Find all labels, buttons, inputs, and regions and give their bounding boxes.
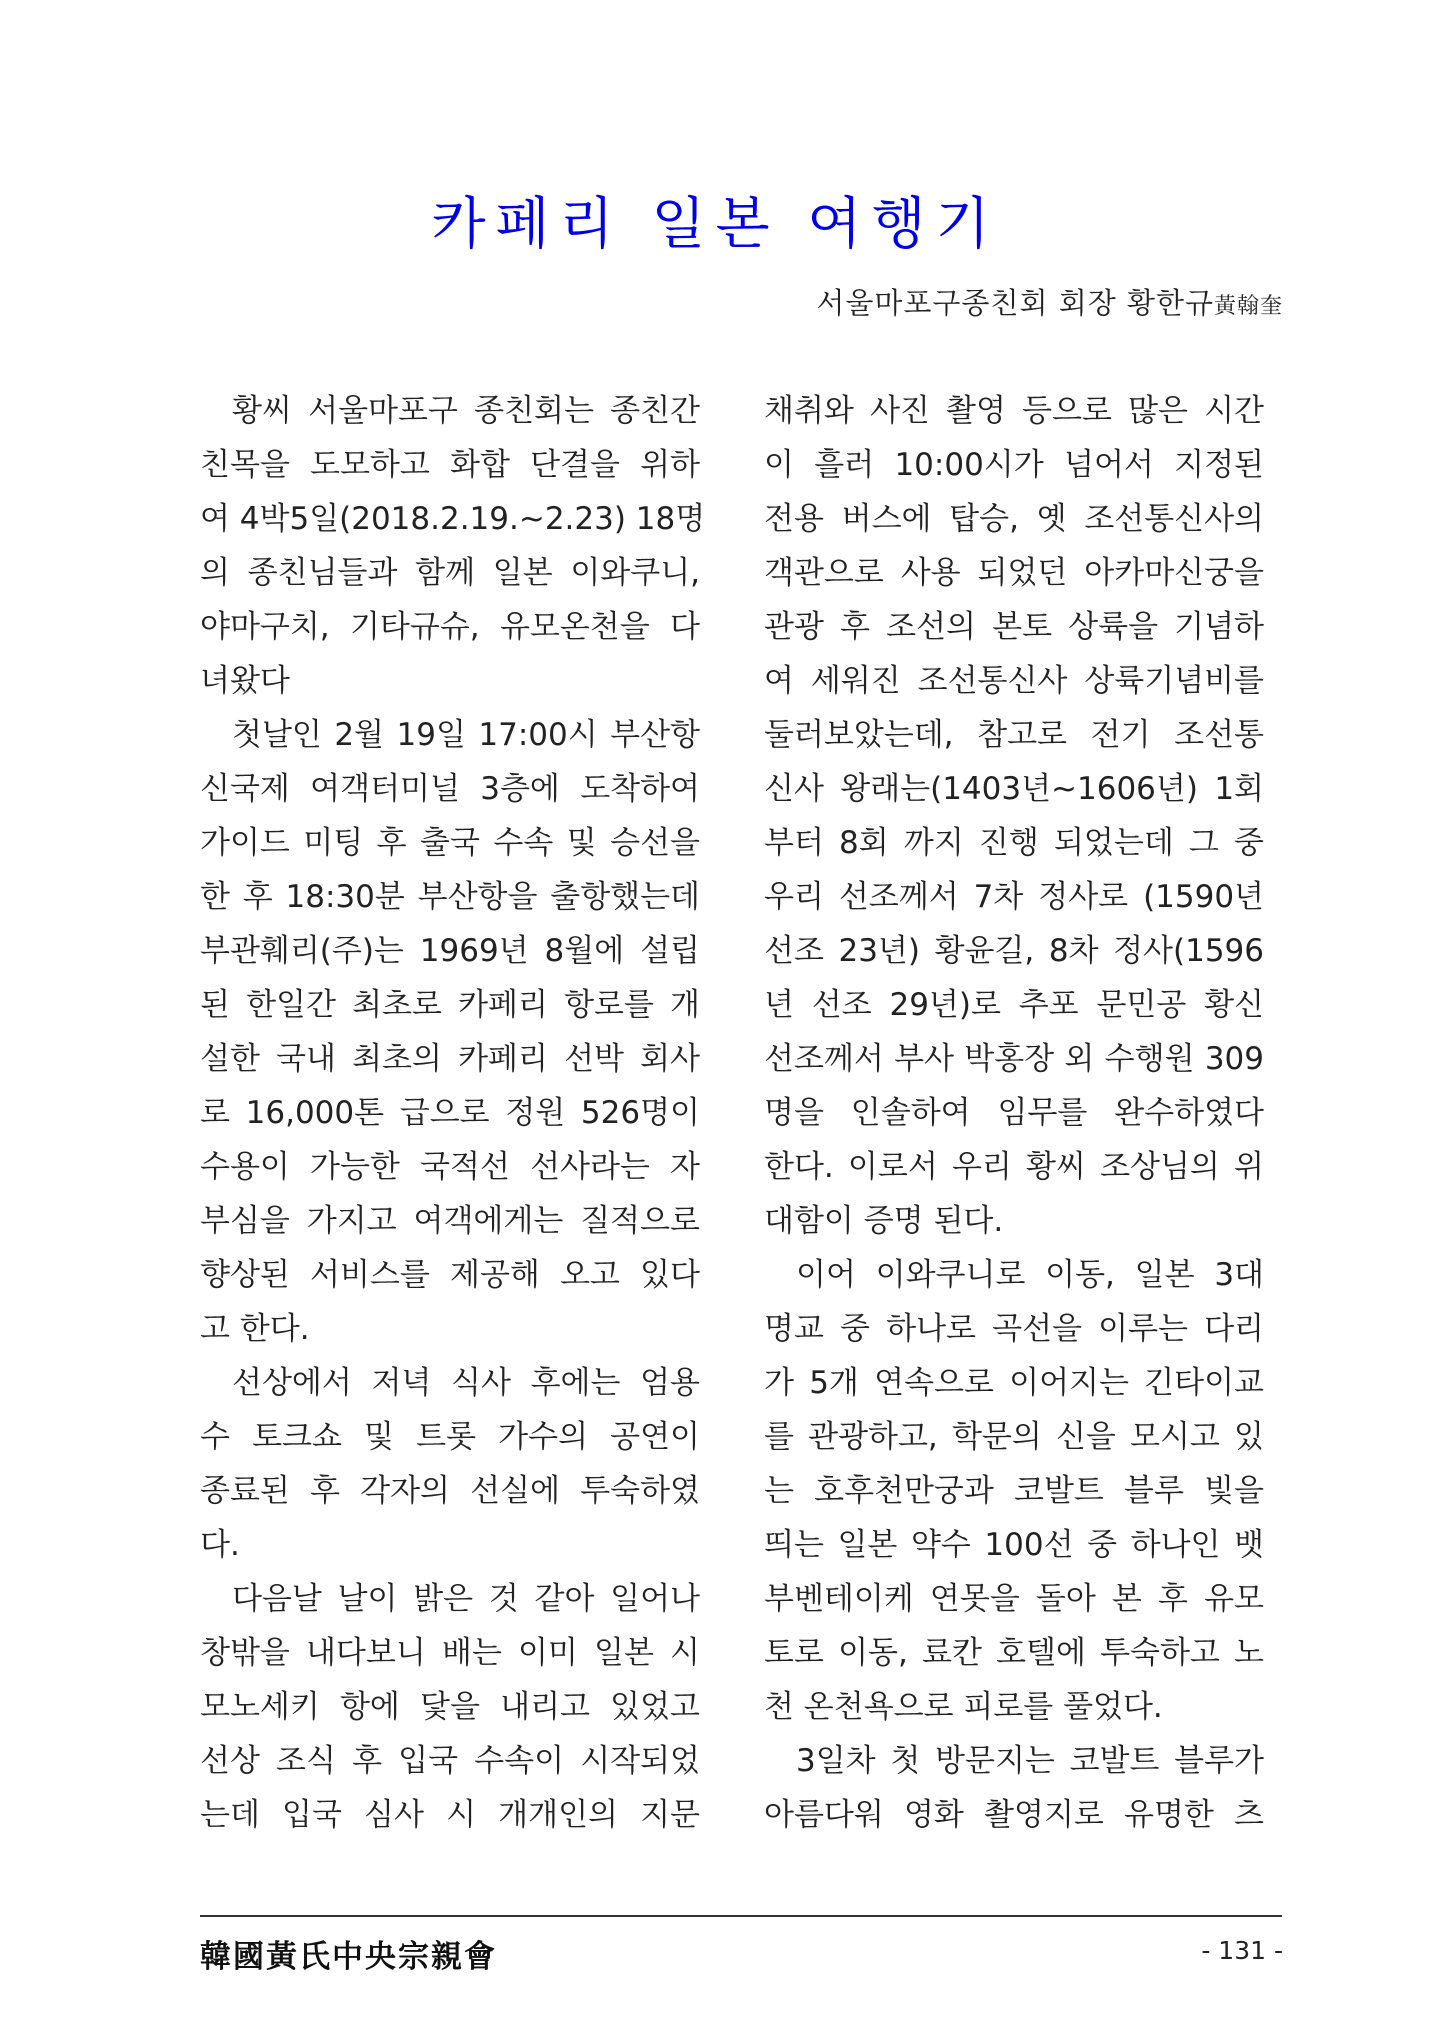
text-line: 명을 인솔하여 임무를 완수하였다: [764, 1095, 1264, 1131]
text-line: 수용이 가능한 국적선 선사라는 자: [200, 1149, 700, 1185]
footer-divider: [200, 1915, 1282, 1917]
text-line: 의 종친님들과 함께 일본 이와쿠니,: [200, 555, 700, 591]
text-line: 신국제 여객터미널 3층에 도착하여: [200, 771, 700, 807]
text-line: 선조 23년) 황윤길, 8차 정사(1596: [764, 933, 1264, 969]
text-line: 를 관광하고, 학문의 신을 모시고 있: [764, 1419, 1264, 1455]
author-name: 서울마포구종친회 회장 황한규: [816, 286, 1214, 320]
text-line: 고 한다.: [200, 1311, 310, 1347]
footer-organization: 韓國黃氏中央宗親會: [200, 1939, 497, 1975]
text-line: 둘러보았는데, 참고로 전기 조선통: [764, 717, 1264, 753]
text-line: 년 선조 29년)로 추포 문민공 황신: [764, 987, 1264, 1023]
text-line: 선조께서 부사 박홍장 외 수행원 309: [764, 1041, 1264, 1077]
text-line: 친목을 도모하고 화합 단결을 위하: [200, 447, 700, 483]
text-line: 선상에서 저녁 식사 후에는 엄용: [232, 1365, 700, 1401]
text-line: 3일차 첫 방문지는 코발트 블루가: [796, 1743, 1264, 1779]
author-byline: [816, 281, 1283, 322]
text-line: 부심을 가지고 여객에게는 질적으로: [200, 1203, 700, 1239]
text-line: 띄는 일본 약수 100선 중 하나인 뱃: [764, 1527, 1264, 1563]
text-line: 된 한일간 최초로 카페리 항로를 개: [200, 987, 700, 1023]
text-line: 채취와 사진 촬영 등으로 많은 시간: [764, 393, 1264, 429]
text-line: 천 온천욕으로 피로를 풀었다.: [764, 1689, 1163, 1725]
text-line: 다.: [200, 1527, 240, 1563]
text-line: 대함이 증명 된다.: [764, 1203, 1004, 1239]
text-line: 여 4박5일(2018.2.19.~2.23) 18명: [200, 501, 706, 537]
text-line: 첫날인 2월 19일 17:00시 부산항: [232, 717, 700, 753]
text-line: 이 흘러 10:00시가 넘어서 지정된: [764, 447, 1264, 483]
text-line: 설한 국내 최초의 카페리 선박 회사: [200, 1041, 700, 1077]
author-hanja-name: 黃翰奎: [1213, 294, 1283, 319]
text-line: 모노세키 항에 닻을 내리고 있었고: [200, 1689, 700, 1725]
text-line: 객관으로 사용 되었던 아카마신궁을: [764, 555, 1264, 591]
text-line: 종료된 후 각자의 선실에 투숙하였: [200, 1473, 700, 1509]
text-line: 녀왔다: [200, 663, 290, 699]
text-line: 는데 입국 심사 시 개개인의 지문: [200, 1797, 700, 1833]
text-line: 야마구치, 기타규슈, 유모온천을 다: [200, 609, 700, 645]
text-line: 다음날 날이 밝은 것 같아 일어나: [232, 1581, 700, 1617]
text-line: 한다. 이로서 우리 황씨 조상님의 위: [764, 1149, 1264, 1185]
text-line: 부터 8회 까지 진행 되었는데 그 중: [764, 825, 1264, 861]
text-line: 부벤테이케 연못을 돌아 본 후 유모: [764, 1581, 1264, 1617]
text-line: 는 호후천만궁과 코발트 블루 빛을: [764, 1473, 1264, 1509]
text-line: 신사 왕래는(1403년~1606년) 1회: [764, 771, 1264, 807]
body-column-right: [764, 384, 1264, 1842]
body-column-left: [200, 384, 706, 1842]
text-line: 향상된 서비스를 제공해 오고 있다: [200, 1257, 700, 1293]
text-line: 토로 이동, 료칸 호텔에 투숙하고 노: [764, 1635, 1264, 1671]
text-line: 아름다워 영화 촬영지로 유명한 츠: [764, 1797, 1264, 1833]
text-line: 이어 이와쿠니로 이동, 일본 3대: [796, 1257, 1264, 1293]
text-line: 관광 후 조선의 본토 상륙을 기념하: [764, 609, 1264, 645]
text-line: 창밖을 내다보니 배는 이미 일본 시: [200, 1635, 700, 1671]
text-line: 가 5개 연속으로 이어지는 긴타이교: [764, 1365, 1264, 1401]
text-line: 황씨 서울마포구 종친회는 종친간: [232, 393, 700, 429]
text-line: 로 16,000톤 급으로 정원 526명이: [200, 1095, 700, 1131]
text-line: 가이드 미팅 후 출국 수속 및 승선을: [200, 825, 700, 861]
text-line: 선상 조식 후 입국 수속이 시작되었: [200, 1743, 700, 1779]
text-line: 전용 버스에 탑승, 옛 조선통신사의: [764, 501, 1264, 537]
text-line: 명교 중 하나로 곡선을 이루는 다리: [764, 1311, 1264, 1347]
page-number: - 131 -: [1201, 1936, 1283, 1965]
text-line: 부관훼리(주)는 1969년 8월에 설립: [200, 933, 700, 969]
text-line: 한 후 18:30분 부산항을 출항했는데: [200, 879, 700, 915]
text-line: 여 세워진 조선통신사 상륙기념비를: [764, 663, 1264, 699]
article-title: 카페리 일본 여행기: [431, 192, 1000, 257]
text-line: 우리 선조께서 7차 정사로 (1590년: [764, 879, 1264, 915]
text-line: 수 토크쇼 및 트롯 가수의 공연이: [200, 1419, 700, 1455]
